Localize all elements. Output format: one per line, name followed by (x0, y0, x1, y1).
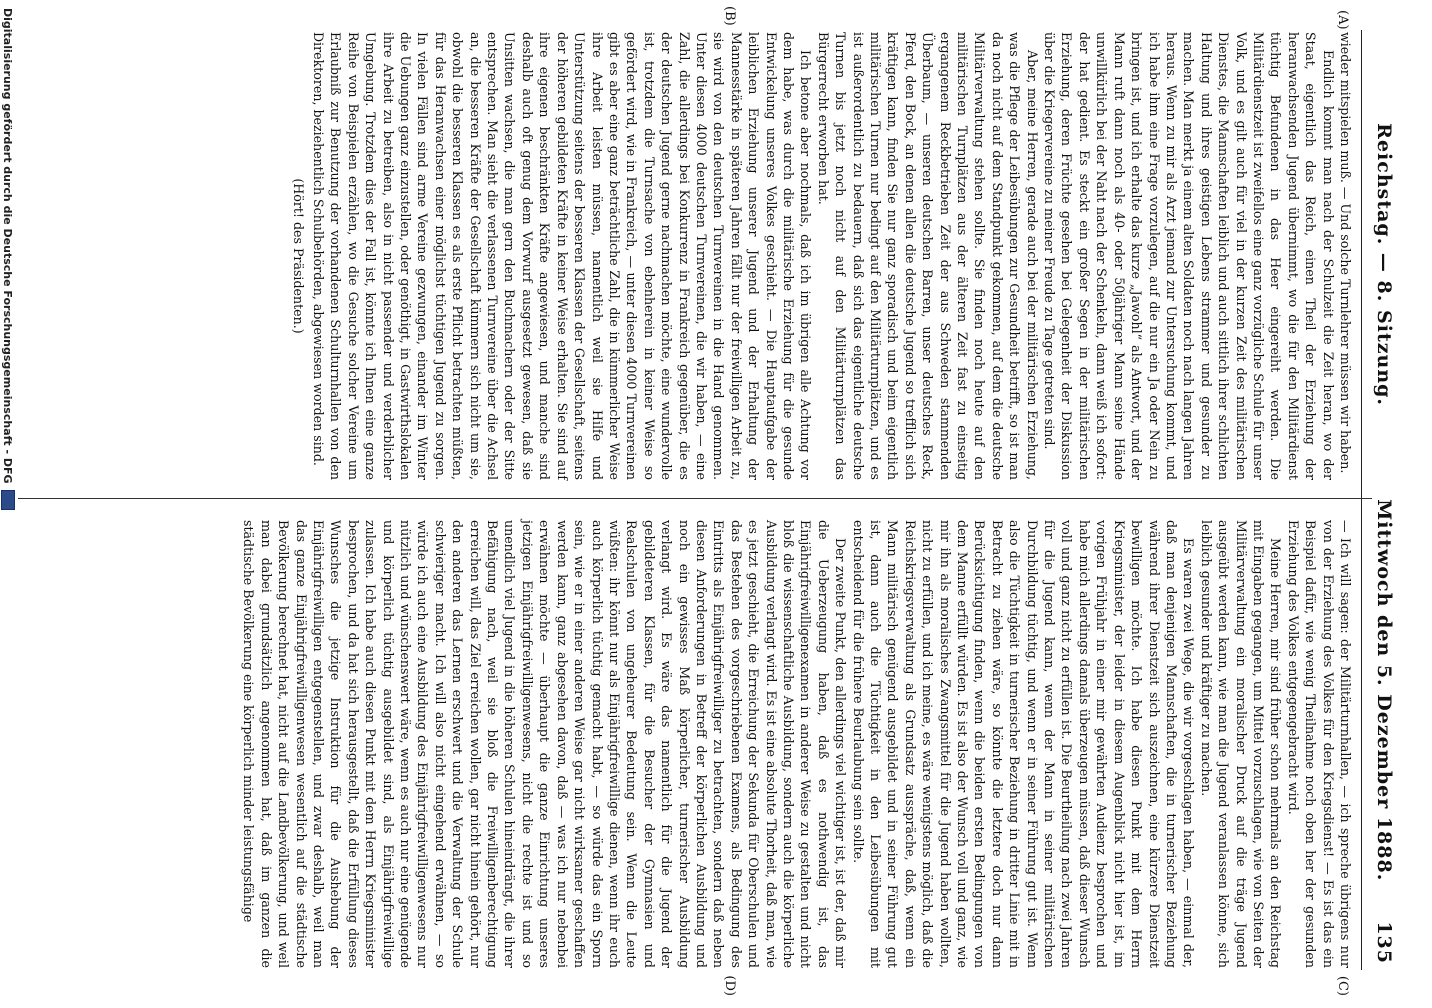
footer (0, 0, 18, 1000)
paragraph: Endlich kommt man nach der Schulzeit die Zeit heran, wo der Staat, eigentlich das Reich, einen Theil der Erziehung der heranwachsenden Jugend übernimmt, wo die für den Militärdienst tüchtig Befundenen in das Heer eingereiht werden. Die Militärdienstzeit ist zweifellos eine ganz vorzügliche Schule für unser Volk, und es gilt auch für viel in der kurzen Zeit des militärischen Dienstes, die Mannschaften leiblich und auch sittlich ihrer schlichten Haltung und ihres geistigen Lebens strammer und gesunder zu machen. Man merkt ja einem alten Soldaten noch nach langen Jahren heraus. Wenn zu mir als Arzt jemand zur Untersuchung kommt, und ich habe ihm eine Frage vorzulegen, auf die nur ein Ja oder Nein zu bringen ist, und ich erhalte das kurze „Jawohl“ als Antwort, und der Mann ruft dann noch als 40- oder 50jähriger Mann seine Hände unwillkürlich bei der Naht nach der Schenkeln, dann weiß ich sofort: der hat gedient. Es steckt ein großer Segen in der militärischen Erziehung, deren Früchte gesehen bei Gelegenheit der Diskussion über die Kriegervereine zu meiner Freude zu Tage getreten sind. (1042, 32, 1336, 480)
margin-mark-b: (B) (722, 6, 737, 26)
funding-note: Digitalisierung gefördert durch die Deutsche Forschungsgemeinschaft - DFG (1, 8, 15, 484)
margin-mark-a: (A) (1335, 10, 1350, 30)
paragraph: Der zweite Punkt, den allerdings viel wichtiger ist, ist der, daß mir die Ueberzeugung haben, daß es nothwendig ist, das Einjährigfreiwilligenexamen in anderer Weise zu gestalten und nicht bloß die wissenschaftliche Ausbildung, sondern auch die körperliche Ausbildung verlangt wird. Es ist eine absolute Thorheit, daß man, wie es jetzt geschieht, die Erreichung der Sekunda für Oberschulen und das Bestehen des vorgeschriebenen Examens, als Bedingung des Eintritts als Einjährigfreiwilliger zu betrachten, sondern daß neben diesen Anforderungen in Betreff der körperlichen Ausbildung und noch ein gewisses Maß körperlicher, turnerischer Ausbildung verlangt wird. Es wäre das namentlich für die Jugend der gebildeteren Klassen, für die Besucher der Gymnasien und Realschulen von ungeheurer Bedeutung sein. Wenn die Leute wüßten: ihr könnt nur als Einjährigfreiwillige dienen, wenn ihr euch auch körperlich tüchtig gemacht habt, — so würde das ein Sporn sein, wie er in einer anderen Weise gar nicht wirksamer geschaffen werden kann, ganz abgesehen davon, daß — was ich nur nebenbei erwähnen möchte — überhaupt die ganze Einrichtung unseres jetzigen Einjährigfreiwilligenwesens, nicht die rechte ist und so unendlich viel Jugend in die höheren Schulen hineindrängt, die ihrer Befähigung nach, weil sie bloß die Freiwilligenberechtigung erreichen will, das Ziel erreichen wollen, gar nicht hinein gehört, nur den anderen das Lernen erschwert und die Verwaltung der Schule schwieriger macht. Ich will also nicht eingehend erwähnen, — so würde ich auch eine Ausbildung des Einjährigfreiwilligenwesens nur nützlich und wünschenswert wäre, wenn es auch nur eine genügende und körperlich tüchtig ausgebildet sind, als Einjährigfreiwillige zulassen. Ich habe auch diesen Punkt mit dem Herrn Kriegsminister besprochen, und da hat sich herausgestellt, daß die Erfüllung dieses Wunsches die jetzige Instruktion für die Aushebung der Einjährigfreiwilligen entgegenstellen, und zwar deshalb, weil man das ganze Einjährigfreiwilligenwesen wesentlich auf die städtische Bevölkerung berechnet hat, nicht auf die Landbevölkerung, und weil man dabei grundsätzlich angenommen hat, daß im ganzen die städtische Bevölkerung eine körperlich minder leistungsfähige (241, 520, 849, 968)
dfg-logo-icon (1, 490, 15, 510)
left-column (22, 32, 1354, 480)
column-divider (18, 498, 1372, 499)
paragraph: — Ich will sagen: der Militärturnhallen, — ich spreche übrigens nur von der Erziehung des Volkes für den Kriegsdienst! — Es ist das ein Beispiel dafür, wie wenig Theilnahme noch oben her der gesunden Erziehung des Volkes entgegengebracht wird. (1285, 520, 1353, 968)
margin-mark-d: (D) (722, 975, 737, 996)
footer-bar (0, 0, 18, 1008)
header-title: Reichstag. — 8. Sitzung. (1373, 123, 1395, 407)
right-column (22, 520, 1354, 968)
header-rule (1361, 30, 1362, 970)
header-date: Mittwoch den 5. Dezember 1888. (1373, 499, 1395, 882)
paragraph: Meine Herren, mir sind früher schon mehrmals an den Reichstag mit Eingaben gegangen, um Mittel vorzuschlagen, wie von Seiten der Militärverwaltung ein moralischer Druck auf die träge Jugend ausgeübt werden kann, wie man die Jugend veranlassen könne, sich leiblich gesunder und kräftiger zu machen. (1198, 520, 1284, 968)
paragraph: Ich betone aber nochmals, daß ich im übrigen alle Achtung vor dem habe, was durch die militärische Erziehung für die gesunde Entwickelung unseres Volkes geschieht. — Die Hauptaufgabe der leiblichen Erziehung unserer Jugend und der Erhaltung der Mannesstärke in späteren Jahren fällt nur der freiwilligen Arbeit zu, sie wird von den deutschen Turnvereinen in die Hand genommen. Unter diesen 4000 deutschen Turnvereinen, die wir haben, — eine Zahl, die allerdings bei Konkurrenz in Frankreich gegenüber, die es der deutschen Jugend gerne nachmachen möchte, eine wundervolle ist, trotzdem die Turnsache von ebenherein in keiner Weise so gefördert wird, wie in Frankreich, — unter diesen 4000 Turnvereinen gibt es aber eine ganz beträchtliche Zahl, die in kümmerlicher Weise ihre Arbeit leisten müssen, namentlich weil sie Hilfe und Unterstützung seitens der besseren Klassen der Gesellschaft, seitens der höheren gebildeten Kräfte in keiner Weise erhalten. Sie sind auf ihre eigenen beschränkten Kräfte angewiesen, und manche sind deshalb auch oft genug dem Vorwurf ausgesetzt gewesen, daß sie Unsitten wachsen, die man gern den Buchmachern oder der Sitte entsprechen. Man sieht die verlassenen Turnvereine über die Achsel an, die besseren Kräfte der Gesellschaft kümmern sich nicht um sie, obwohl die besseren Klassen es als erste Pflicht betrachten müßten, für das Heranwachsen einer möglichst tüchtigen Jugend zu sorgen. In vielen Fällen sind arme Vereine gezwungen, einander im Winter die Uebungen ganz einzustellen, oder genöthigt, in Gastwirthslokalen ihre Arbeit zu betreiben, also in nicht passender und verderblicher Umgebung. Trotzdem dies der Fall ist, könnte ich Ihnen eine ganze Reihe von Beispielen erzählen, wo die Gesuche solcher Vereine um Erlaubniß zur Benutzung der vorhandenen Schulturnhallen von den Direktoren, beziehentlich Schulbehörden, abgewiesen worden sind. (311, 32, 814, 480)
page-header (1364, 36, 1404, 964)
stage-direction: (Hört! des Präsidenten.) (290, 178, 306, 334)
paragraph: Aber, meine Herren, gerade auch bei der militärischen Erziehung, was die Pflege der Leibesübungen zur Gesundheit betrifft, so ist man da noch nicht auf dem Standpunkt gekommen, auf dem die deutsche Militärverwaltung stehen sollte. Sie finden noch heute auf den militärischen Turnplätzen aus der älteren Zeit fast zu einseitig ergangenem Reckbetrieben Zeit der aus Schweden stammenden Überbaum, — unseren deutschen Barren, unser deutsches Reck, Pferd, den Bock, an denen allen die deutsche Jugend so trefflich sich kräftigen kann, finden Sie nur ganz sporadisch und beim eigentlich militärischen Turnen nur bedingt auf den Militärturnplätzen, und es ist außerordentlich zu bedauern, daß sich das eigentliche deutsche Turnen bis jetzt noch nicht auf den Militärturnplätzen das Bürgerrecht erworben hat. (815, 32, 1040, 480)
paragraph: wieder mitspielen muß. — Und solche Turnlehrer müssen wir haben. (1338, 32, 1353, 474)
margin-mark-c: (C) (1335, 975, 1350, 996)
paragraph: Es waren zwei Wege, die wir vorgeschlagen haben, — einmal der, daß man denjenigen Mannschaften, die in turnerischer Beziehung während ihrer Dienstzeit sich auszeichnen, eine kürzere Dienstzeit bewilligen möchte. Ich habe diesen Punkt mit dem Herrn Kriegsminister, der leider in diesem Augenblick nicht hier ist, im vorigen Frühjahr in einer mir gewährten Audienz besprochen und habe mich allerdings damals überzeugen müssen, daß dieser Wunsch voll und ganz nicht zu erfüllen ist. Die Beurtheilung nach zwei Jahren für die Jugend kann, wenn der Mann in seiner militärischen Durchbildung tüchtig, und wenn er in seiner Führung gut ist. Wenn also die Tüchtigkeit in turnerischer Beziehung in dritter Linie mit in Betracht zu ziehen wäre, so könnte die letztere doch nur dann Berücksichtigung finden, wenn die beiden ersten Bedingungen von dem Manne erfüllt würden. Es ist also der Wunsch voll und ganz, wie mir ihn als moralisches Zwangsmittel für die Jugend haben wollten, nicht zu erfüllen, und ich meine, es wäre wenigstens möglich, daß die Reichskriegsverwaltung als Grundsatz ausspräche, daß, wenn ein Mann militärisch genügend ausgebildet und in seiner Führung gut ist, dann auch die Tüchtigkeit in den Leibesübungen mit entscheidend für die frühere Beurlaubung sein sollte. (850, 520, 1197, 968)
page-number: 135 (1373, 921, 1395, 964)
